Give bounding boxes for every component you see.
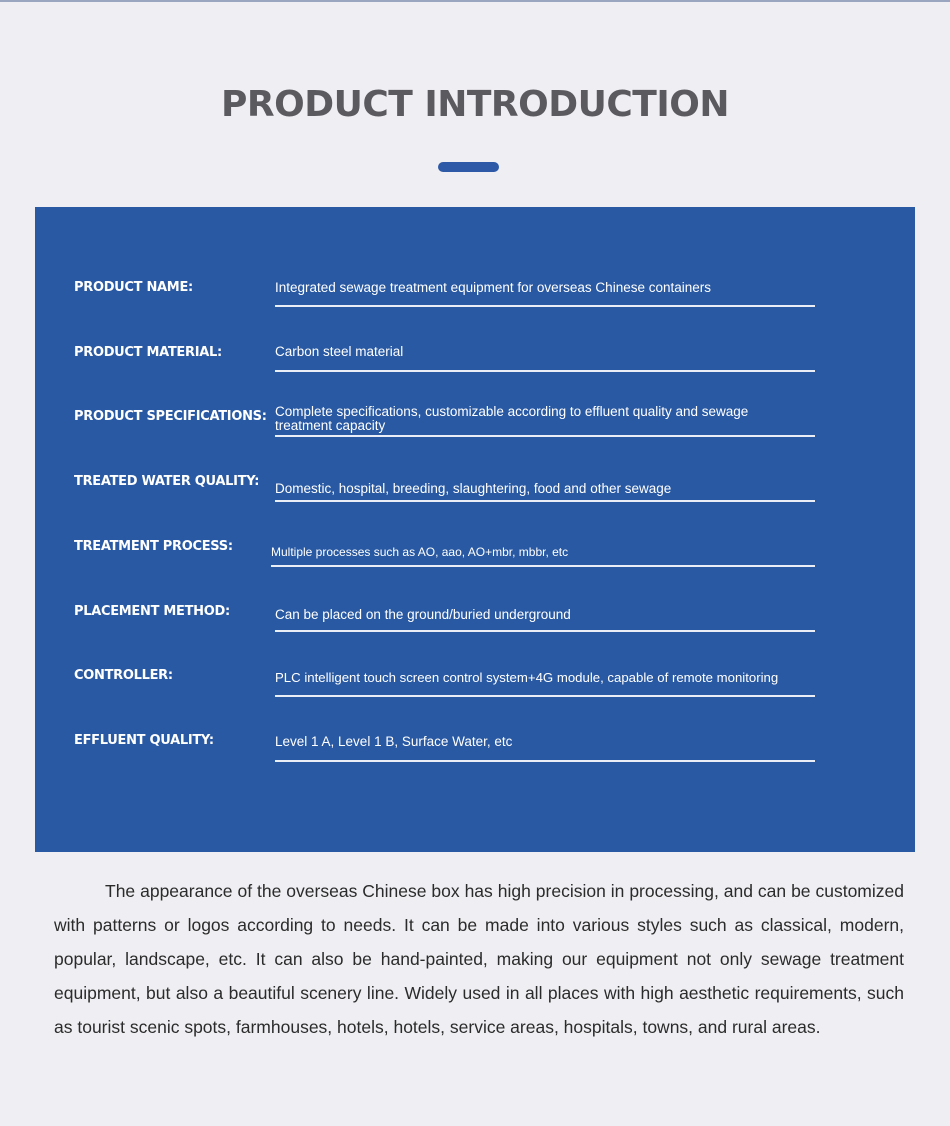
spec-label: PRODUCT MATERIAL: <box>74 345 222 360</box>
spec-underline <box>275 760 815 762</box>
spec-label: PLACEMENT METHOD: <box>74 604 230 619</box>
spec-label: TREATMENT PROCESS: <box>74 539 233 554</box>
spec-value: Multiple processes such as AO, aao, AO+mbr, mbbr, etc <box>271 545 569 559</box>
product-spec-panel <box>35 207 915 852</box>
spec-row-product-name <box>35 280 915 340</box>
spec-underline <box>275 630 815 632</box>
spec-value: Level 1 A, Level 1 B, Surface Water, etc <box>275 734 513 749</box>
title-accent-bar <box>438 162 499 172</box>
spec-row-product-material <box>35 345 915 405</box>
spec-underline <box>275 305 815 307</box>
spec-row-product-specifications <box>35 404 915 469</box>
spec-underline <box>275 370 815 372</box>
spec-value: PLC intelligent touch screen control system+4G module, capable of remote monitoring <box>275 670 779 685</box>
spec-underline <box>275 695 815 697</box>
spec-row-treatment-process <box>35 539 915 599</box>
top-divider <box>0 0 950 2</box>
spec-underline <box>275 500 815 502</box>
spec-value: Can be placed on the ground/buried underground <box>275 607 571 622</box>
product-description: The appearance of the overseas Chinese box has high precision in processing, and can be customized with patterns or logos according to needs. It can be made into various styles such as classical, modern, popular, landscape, etc. It can also be hand-painted, making our equipment not only sewage treatment equipment, but also a beautiful scenery line. Widely used in all places with high aesthetic requirements, such as tourist scenic spots, farmhouses, hotels, hotels, service areas, hospitals, towns, and rural areas. <box>54 881 904 1037</box>
spec-row-treated-water-quality <box>35 474 915 534</box>
spec-label: CONTROLLER: <box>74 668 173 683</box>
spec-row-controller <box>35 668 915 728</box>
spec-value: Integrated sewage treatment equipment for overseas Chinese containers <box>275 280 712 295</box>
spec-label: EFFLUENT QUALITY: <box>74 733 214 748</box>
spec-row-placement-method <box>35 604 915 664</box>
spec-label: TREATED WATER QUALITY: <box>74 474 260 489</box>
spec-value: Domestic, hospital, breeding, slaughtering, food and other sewage <box>275 481 672 496</box>
page-title: PRODUCT INTRODUCTION <box>221 84 729 125</box>
spec-value: Carbon steel material <box>275 344 404 359</box>
spec-underline <box>271 565 815 567</box>
spec-value: Complete specifications, customizable according to effluent quality and sewage treatment capacity <box>275 404 749 433</box>
spec-underline <box>275 435 815 437</box>
spec-row-effluent-quality <box>35 733 915 793</box>
spec-label: PRODUCT SPECIFICATIONS: <box>74 409 267 424</box>
spec-label: PRODUCT NAME: <box>74 280 193 295</box>
